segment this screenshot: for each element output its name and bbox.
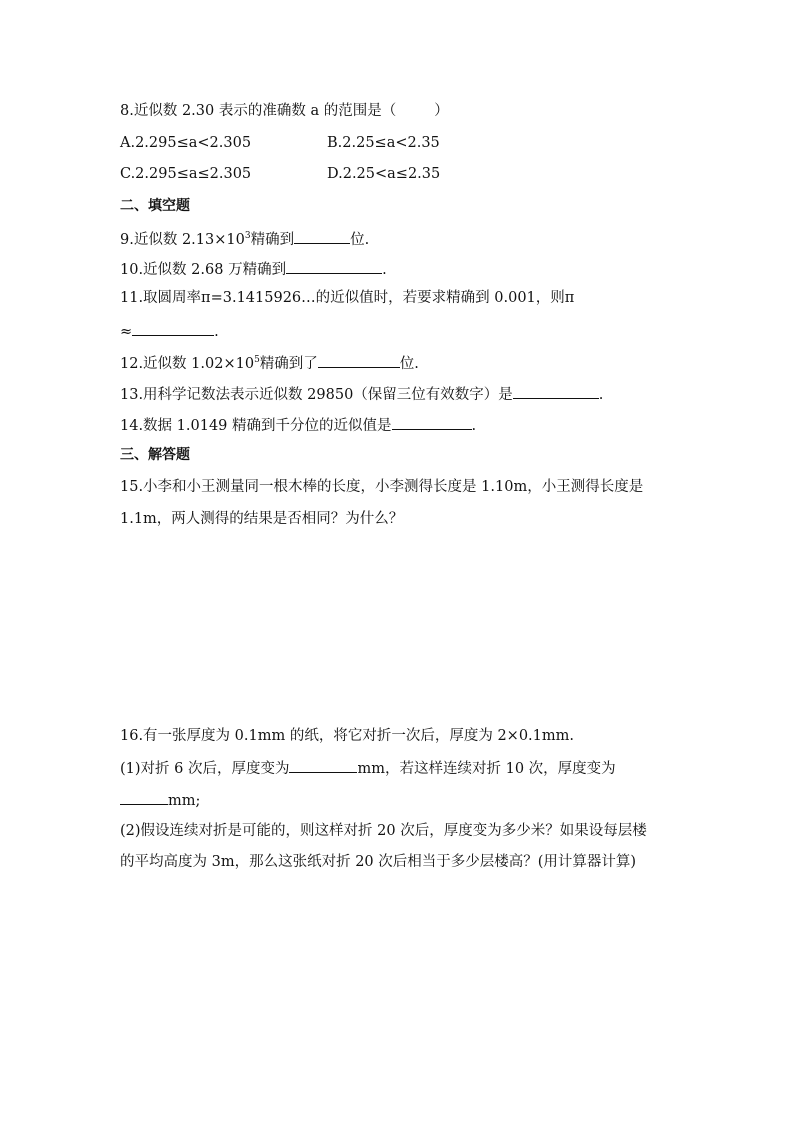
question-16-part-2-line-2: 的平均高度为 3m，那么这张纸对折 20 次后相当于多少层楼高？(用计算器计算) — [120, 854, 637, 870]
question-16-part-1-line-1 — [120, 757, 616, 779]
question-15-line-2: 1.1m，两人测得的结果是否相同？为什么？ — [120, 511, 404, 527]
question-8-options-row-2 — [120, 164, 440, 184]
question-10 — [120, 258, 387, 280]
question-14 — [120, 414, 476, 436]
q9-answer-blank[interactable] — [294, 228, 350, 244]
q10-answer-blank[interactable] — [286, 258, 382, 274]
option-b: B.2.25≤a<2.35 — [327, 135, 440, 151]
q8-stem-close: ） — [434, 103, 449, 119]
section-fill-in-title: 二、填空题 — [120, 198, 190, 214]
q16-part1-mid: mm，若这样连续对折 10 次，厚度变为 — [357, 761, 616, 777]
question-13 — [120, 383, 603, 405]
q10-text: 10.近似数 2.68 万精确到 — [120, 262, 287, 278]
question-12 — [120, 352, 419, 374]
question-8-options-row-1 — [120, 133, 440, 153]
q11-approx-sign: ≈ — [120, 324, 133, 340]
q13-answer-blank[interactable] — [513, 383, 599, 399]
option-c: C.2.295≤a≤2.305 — [120, 166, 252, 182]
option-a: A.2.295≤a<2.305 — [120, 135, 252, 151]
question-11-line-1: 11.取圆周率π=3.1415926…的近似值时，若要求精确到 0.001，则π — [120, 290, 575, 306]
q16-part1-answer-blank-2[interactable] — [120, 789, 168, 805]
q11-answer-blank[interactable] — [132, 320, 214, 336]
question-16-line-1: 16.有一张厚度为 0.1mm 的纸，将它对折一次后，厚度为 2×0.1mm. — [120, 728, 574, 744]
q14-tail: . — [471, 418, 477, 434]
q10-tail: . — [382, 262, 387, 278]
question-8-stem — [120, 101, 449, 121]
q11-tail: . — [214, 324, 219, 340]
q9-text-post: 精确到 — [250, 232, 295, 248]
q13-tail: . — [598, 387, 604, 403]
option-d: D.2.25<a≤2.35 — [327, 166, 441, 182]
question-16-part-2-line-1: (2)假设连续对折是可能的，则这样对折 20 次后，厚度变为多少米？如果设每层楼 — [120, 823, 647, 839]
q14-text: 14.数据 1.0149 精确到千分位的近似值是 — [120, 418, 392, 434]
q12-tail: 位. — [399, 356, 419, 372]
question-11-line-2 — [120, 320, 219, 342]
section-answer-title: 三、解答题 — [120, 447, 190, 463]
q16-part1-tail: mm; — [168, 793, 201, 809]
q12-text-post: 精确到了 — [259, 356, 318, 372]
q12-text: 12.近似数 1.02×10 — [120, 356, 255, 372]
q16-part1-answer-blank-1[interactable] — [289, 757, 357, 773]
q13-text: 13.用科学记数法表示近似数 29850（保留三位有效数字）是 — [120, 387, 513, 403]
q8-stem-text: 8.近似数 2.30 表示的准确数 a 的范围是（ — [120, 103, 397, 119]
q9-tail: 位. — [350, 232, 370, 248]
question-15-line-1: 15.小李和小王测量同一根木棒的长度，小李测得长度是 1.10m，小王测得长度是 — [120, 479, 644, 495]
q12-exponent: 5 — [254, 355, 260, 365]
q9-exponent: 3 — [244, 231, 251, 241]
q12-answer-blank[interactable] — [318, 352, 400, 368]
q14-answer-blank[interactable] — [392, 414, 472, 430]
q16-part1-text: (1)对折 6 次后，厚度变为 — [120, 761, 290, 777]
question-9 — [120, 228, 369, 250]
q9-text: 9.近似数 2.13×10 — [120, 232, 245, 248]
question-16-part-1-line-2 — [120, 789, 200, 811]
